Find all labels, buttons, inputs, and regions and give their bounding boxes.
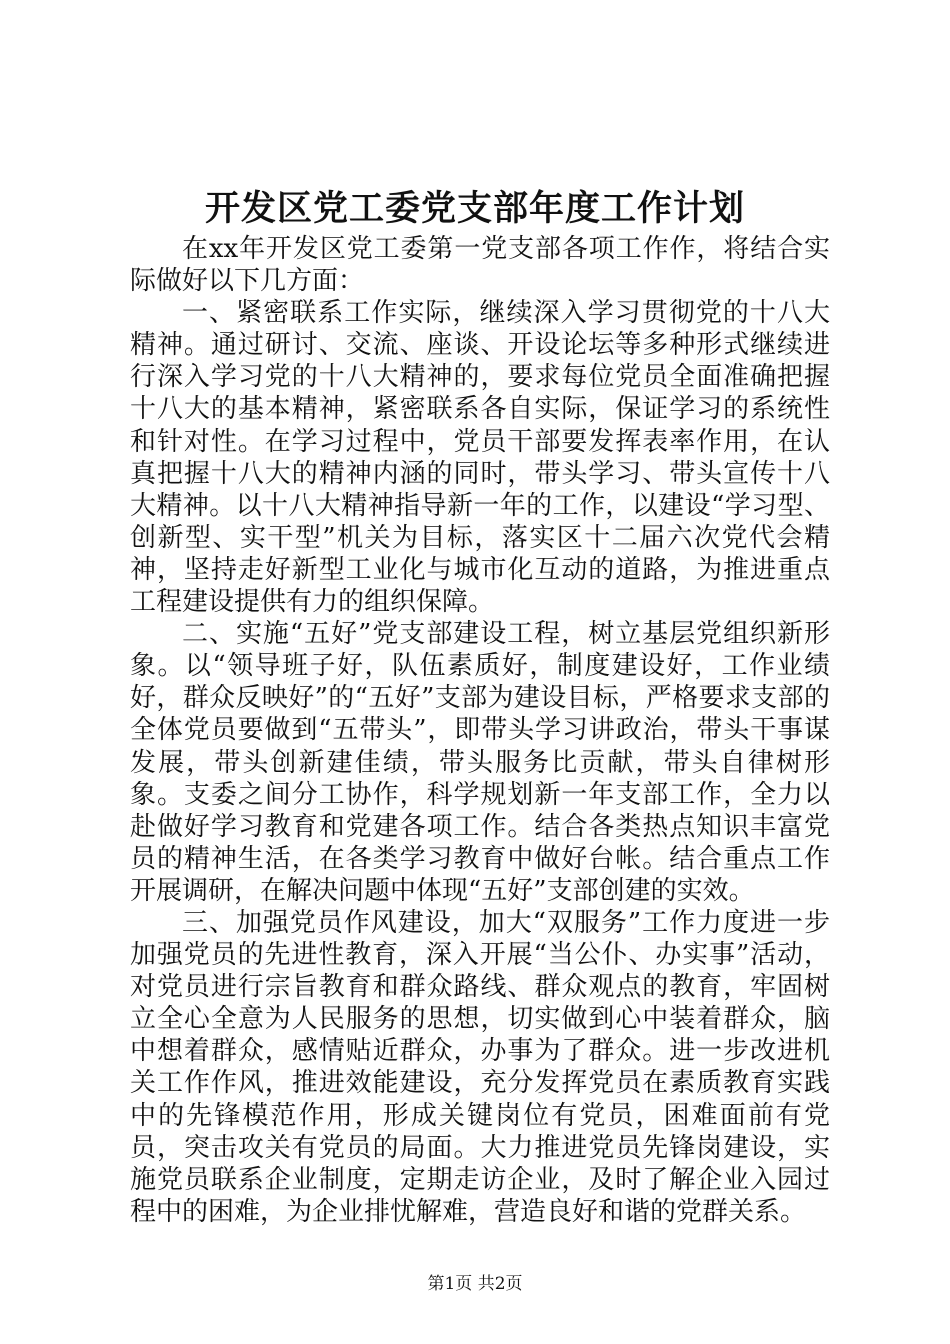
page-number-footer: 第1页 共2页 (427, 1274, 523, 1294)
paragraph-section-3: 三、加强党员作风建设，加大“双服务”工作力度进一步加强党员的先进性教育，深入开展“当公仆、办实事”活动，对党员进行宗旨教育和群众路线、群众观点的教育，牢固树立全心全意为人民服务的思想，切实做到心中装着群众，脑中想着群众，感情贴近群众，办事为了群众。进一步改进机关工作作风，推进效能建设，充分发挥党员在素质教育实践中的先锋模范作用，形成关键岗位有党员，困难面前有党员，突击攻关有党员的局面。大力推进党员先锋岗建设，实施党员联系企业制度，定期走访企业，及时了解企业入园过程中的困难，为企业排忧解难，营造良好和谐的党群关系。 (130, 907, 830, 1227)
paragraph-section-2: 二、实施“五好”党支部建设工程，树立基层党组织新形象。以“领导班子好，队伍素质好，制度建设好，工作业绩好，群众反映好”的“五好”支部为建设目标，严格要求支部的全体党员要做到“五带头”，即带头学习讲政治，带头干事谋发展，带头创新建佳绩，带头服务比贡献，带头自律树形象。支委之间分工协作，科学规划新一年支部工作，全力以赴做好学习教育和党建各项工作。结合各类热点知识丰富党员的精神生活，在各类学习教育中做好台帐。结合重点工作开展调研，在解决问题中体现“五好”支部创建的实效。 (130, 619, 830, 906)
document-title: 开发区党工委党支部年度工作计划 (204, 188, 745, 229)
document-body (130, 233, 830, 1228)
paragraph-intro: 在xx年开发区党工委第一党支部各项工作作，将结合实际做好以下几方面： (130, 234, 830, 297)
paragraph-section-1: 一、紧密联系工作实际，继续深入学习贯彻党的十八大精神。通过研讨、交流、座谈、开设论坛等多种形式继续进行深入学习党的十八大精神的，要求每位党员全面准确把握十八大的基本精神，紧密联系各自实际，保证学习的系统性和针对性。在学习过程中，党员干部要发挥表率作用，在认真把握十八大的精神内涵的同时，带头学习、带头宣传十八大精神。以十八大精神指导新一年的工作，以建设“学习型、创新型、实干型”机关为目标，落实区十二届六次党代会精神，坚持走好新型工业化与城市化互动的道路，为推进重点工程建设提供有力的组织保障。 (130, 298, 830, 618)
